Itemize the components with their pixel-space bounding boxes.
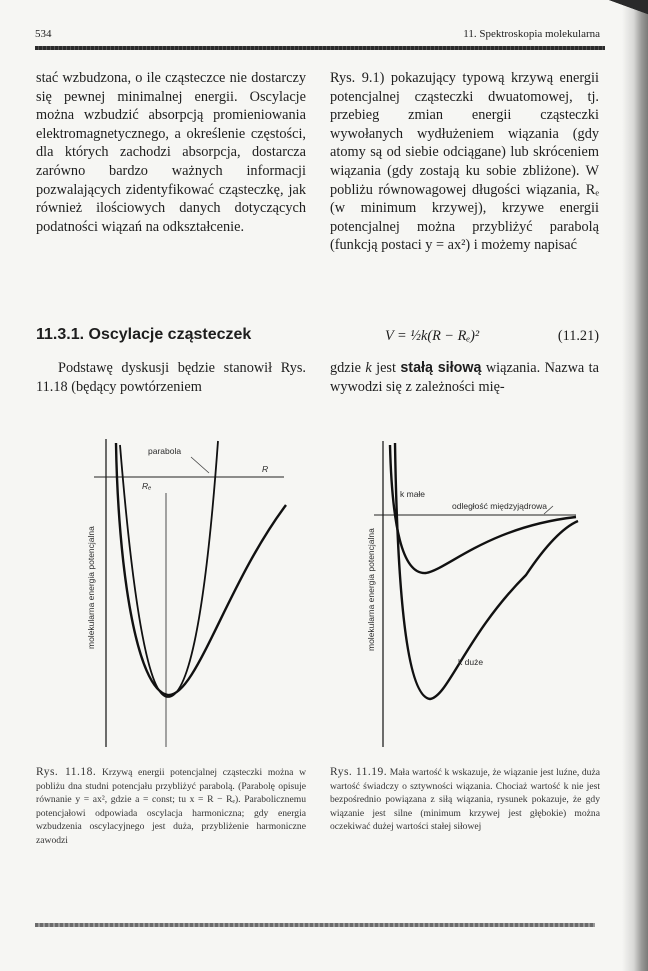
right-paragraph-1: Rys. 9.1) pokazujący typową krzywą energii potencjalnej cząsteczki dwuatomowej, tj. przebieg zmian energii cząsteczki wywołanych wydłużeniem wiązania (gdy atomy są od siebie odciągane) lub skróceniem wiązania (gdy zostają ku sobie zbliżone). W pobliżu równowagowej długości wiązania, Rₑ (w minimum krzywej), krzywe energii potencjalnej można przybliżyć parabolą (funkcją postaci y = ax²) i możemy napisać [330,70,599,254]
equation: V = ½k(R − Rₑ)² [385,328,480,344]
caption-11-18-text [36,766,306,847]
chapter-title: 11. Spektroskopia molekularna [463,28,600,40]
deep-curve [395,443,578,699]
caption-label: Rys. 11.18. [36,766,97,778]
page-edge-shadow [622,0,648,971]
section-title: 11.3.1. Oscylacje cząsteczek [36,326,252,343]
footer-rule [35,923,595,927]
caption-11-19 [330,766,600,834]
left-column [36,69,306,236]
right-paragraph-2 [330,359,599,396]
parabola-pointer [191,457,209,473]
left-paragraph-1: stać wzbudzona, o ile cząsteczce nie dostarczy się pewnej minimalnej energii. Oscylacje można wzbudzić absorpcją promieniowania elektromagnetycznego, a określenie częstości, dla których zachodzi absorpcja, dostarcza zarówno bardzo ważnych informacji pozwalających zidentyfikować cząsteczkę, jak również ilościowych danych dotyczących podatności wiązań na odkształcenie. [36,70,306,235]
text-run: wiązania. Nazwa ta wywodzi się z zależności mię- [330,360,599,395]
distance-label: odległość międzyjądrowa [452,501,547,511]
caption-11-18 [36,766,306,847]
caption-body: Krzywą energii potencjalnej cząsteczki można w pobliżu dna studni potencjału przybliżyć parabolą. (Parabolę opisuje równanie y = ax², gdzie a = const; tu x = R − Rₑ). Parabolicznemu potencjałowi odpowiada oscylacja harmoniczna; gdy energia wzbudzenia oscylacyjnego jest duża, przybliżenie harmoniczne zawodzi [36,767,306,846]
figure-11-19-plot [366,435,606,751]
page-corner [606,0,648,20]
k-large-label: k duże [458,657,484,667]
left-column-continued [36,359,306,396]
y-axis-label: molekularna energia potencjalna [86,526,96,649]
caption-11-19-text [330,766,600,834]
caption-label: Rys. 11.19. [330,766,388,778]
right-column [330,69,599,255]
re-label: Rₑ [142,481,152,491]
parabola-label: parabola [148,446,182,456]
y-axis-label: molekularna energia potencjalna [366,528,376,651]
symbol-k: k [365,360,372,376]
text-run: gdzie [330,360,366,376]
page-number: 534 [35,28,52,40]
term-force-constant: stałą siłową [400,360,482,376]
parabola-curve [120,441,218,697]
figure-11-18-plot [86,435,308,751]
k-small-label: k małe [400,489,426,499]
text-run: jest [371,360,401,376]
caption-body: Mała wartość k wskazuje, że wiązanie jest luźne, duża wartość świadczy o sztywności wiązania. Chociaż wartość k nie jest bezpośrednio powiązana z siłą wiązania, rysunek pokazuje, że gdy wiązanie jest silne (minimum krzywej jest głębokie) można oczekiwać dużej wartości stałej siłowej [330,767,600,832]
equation-number: (11.21) [557,328,599,344]
r-label: R [262,464,269,474]
figure-11-19 [366,435,606,751]
header-rule [35,46,605,50]
figure-11-18 [86,435,308,751]
right-column-continued [330,359,599,396]
left-paragraph-2: Podstawę dyskusji będzie stanowił Rys. 11.18 (będący powtórzeniem [36,360,306,395]
